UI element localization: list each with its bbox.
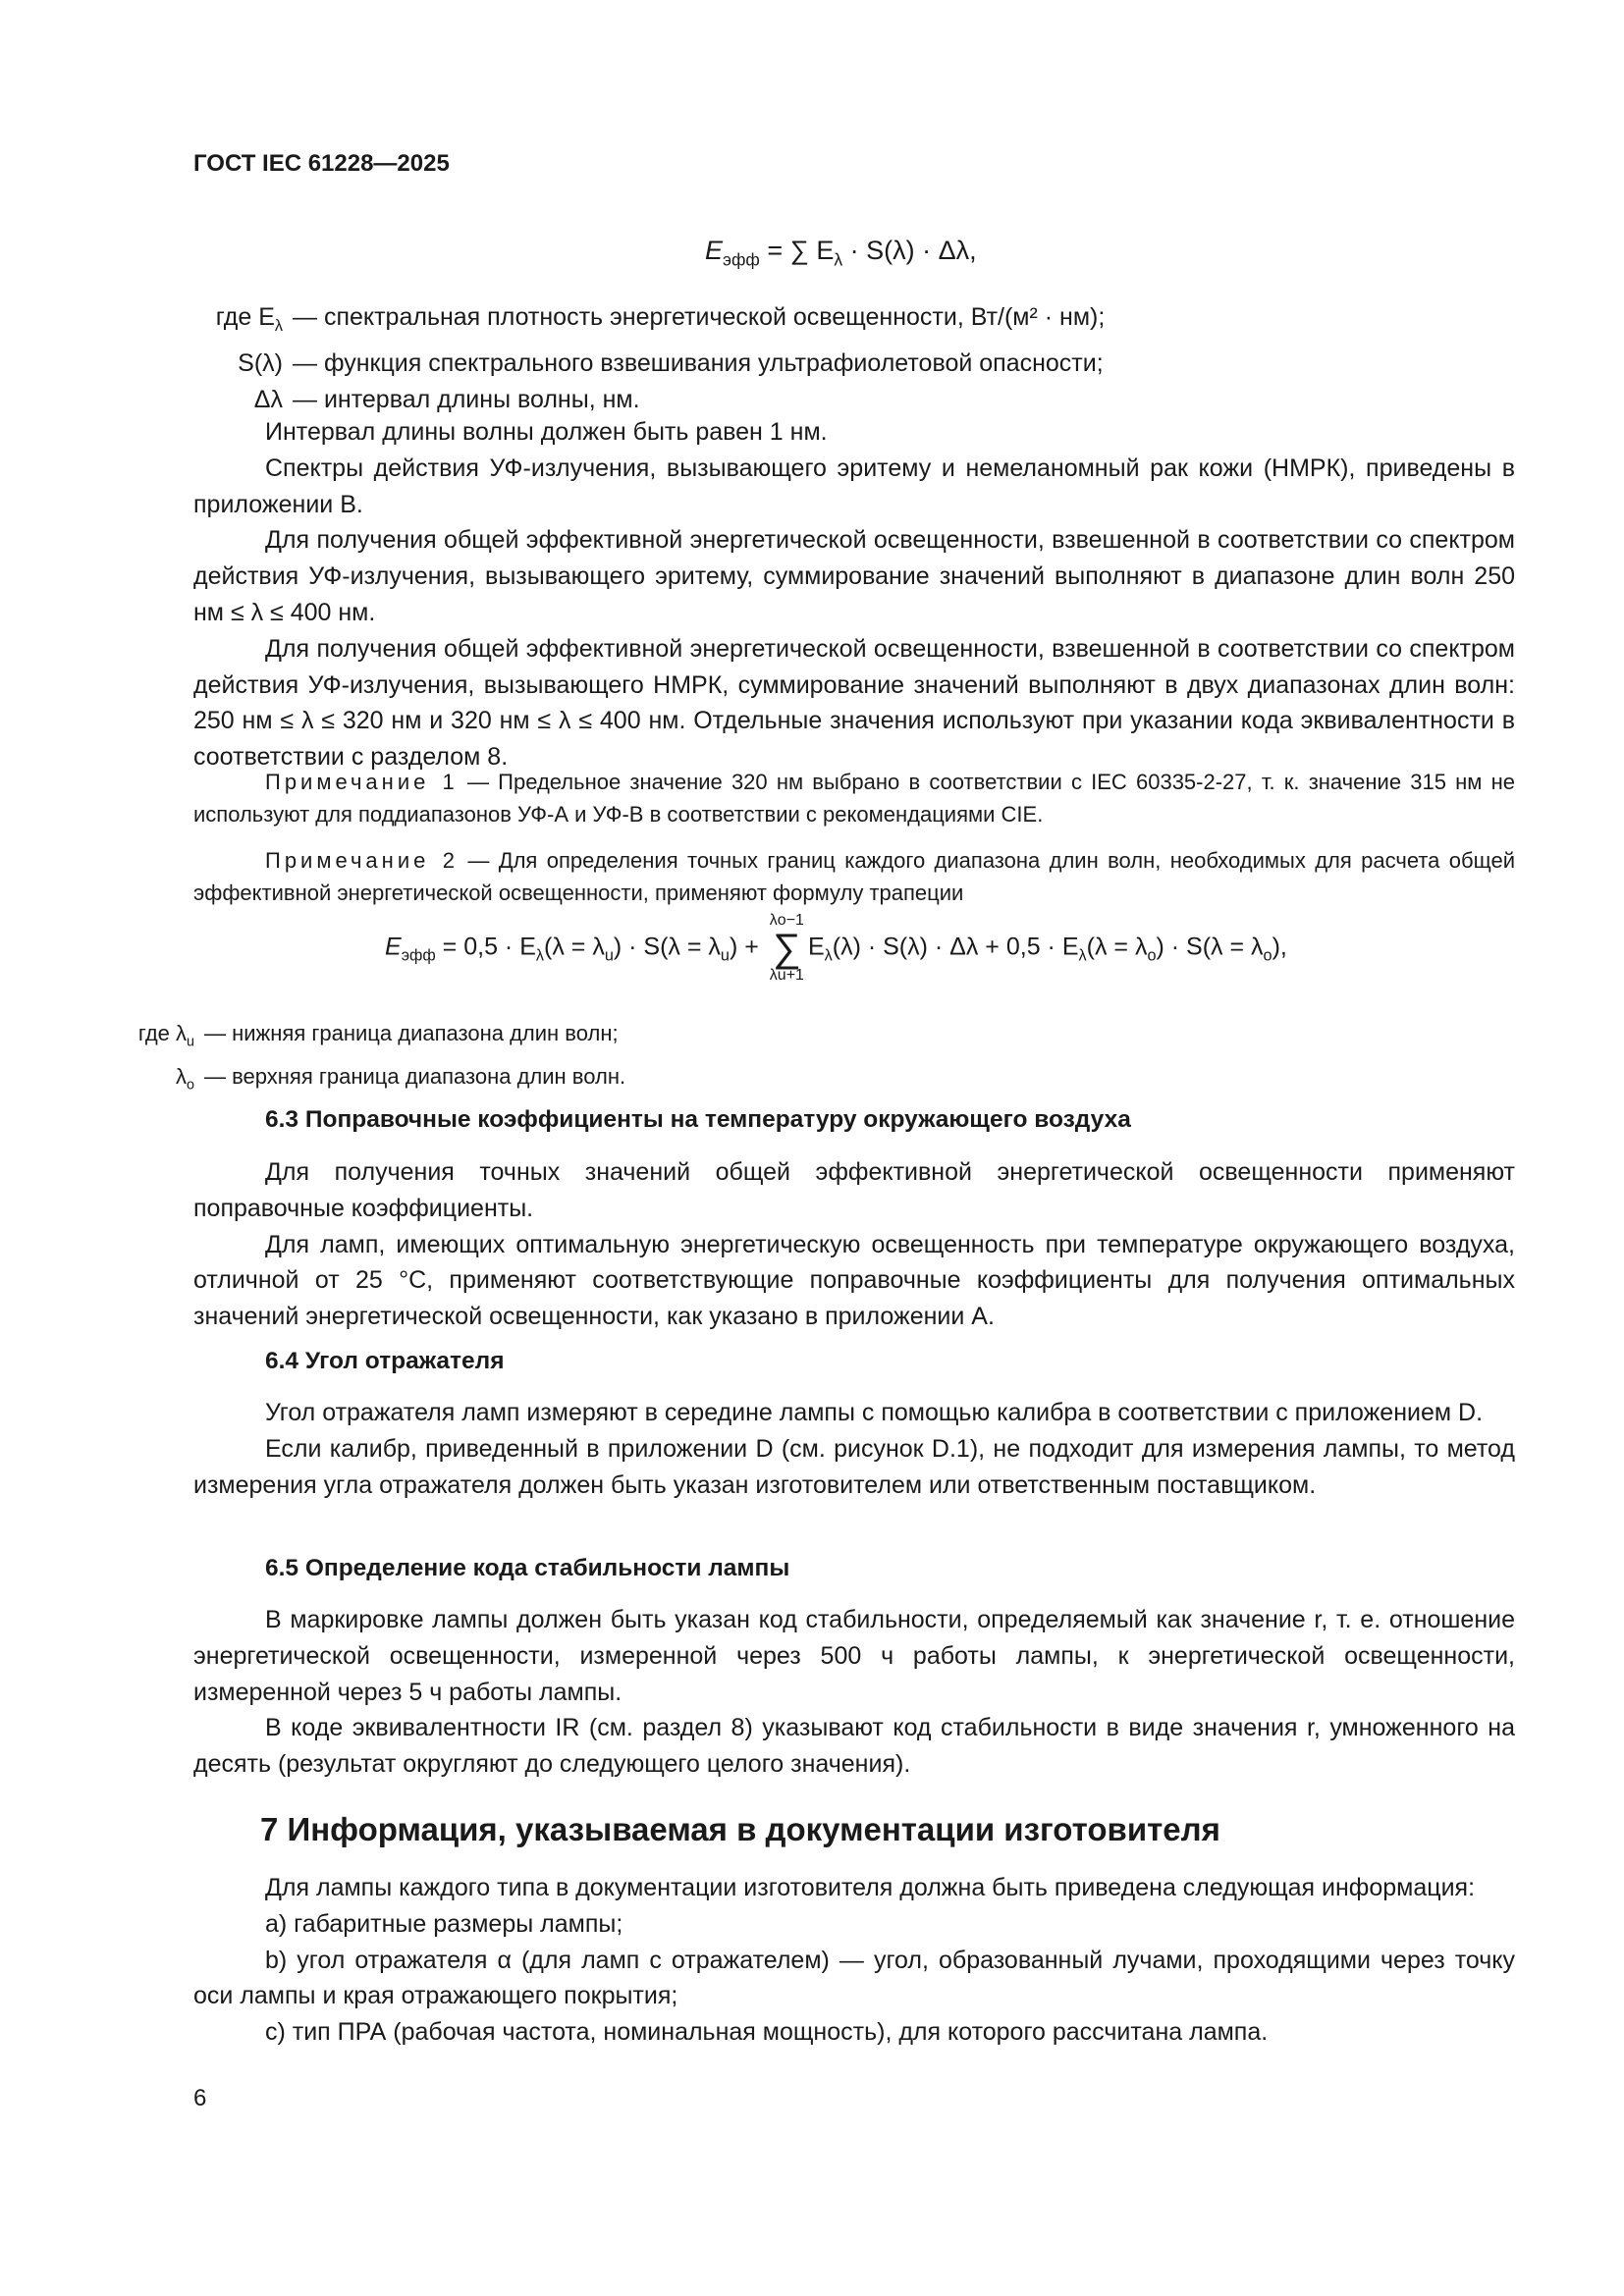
paragraph: Спектры действия УФ-излучения, вызывающего эритему и немеланомный рак кожи (НМРК), приведены в приложении В. [193,454,1515,518]
formula-trapezoid: $E_{эфф} = 0,5 \cdot E_\lambda(\lambda = \lambda_u) \cdot S(\lambda = \lambda_u)$ + λo−1 ∑ λu+1 $E_\lambda(\lambda) \cdot S(\lambda) \cdot \Delta\lambda + 0,5 \cdot E_\lambda(\lambda = \lambda_o) \cdot S(\lambda = \lambda_o)$, [385,912,1287,984]
note-text: — Для определения точных границ каждого диапазона длин волн, необходимых для расчета общей эффективной энергетической освещенности, применяют формулу трапеции [193,848,1516,905]
where-item: где $\lambda_u$ — нижняя граница диапазона длин волн; [116,1016,1437,1059]
definition: — функция спектрального взвешивания ультрафиолетовой опасности; [293,348,1104,377]
section-7-body [193,1870,1515,2051]
definition: — интервал длины волны, нм. [293,386,640,413]
symbol: где $E_\lambda$ [215,303,283,335]
where-list-1 [157,299,1479,419]
section-heading-7: 7 Информация, указываемая в документации изготовителя [260,1811,1220,1847]
paragraph: Для получения точных значений общей эффективной энергетической освещенности применяют поправочные коэффициенты. [193,1158,1515,1222]
formula-sub: λ [834,249,843,270]
symbol: S(λ) [238,348,283,377]
where-item [157,382,1479,419]
paragraph: В маркировке лампы должен быть указан код стабильности, определяемый как значение r, т. е. отношение энергетической освещенности, измеренной через 500 ч работы лампы, к энергетической освещенности, измеренной через 5 ч работы лампы. [193,1606,1515,1706]
note-label: Примечание 1 [265,770,459,794]
paragraph: Для ламп, имеющих оптимальную энергетическую освещенность при температуре окружающего воздуха, отличной от 25 °С, применяют соответствующие поправочные коэффициенты для получения оптимальных значений энергетической освещенности, как указано в приложении А. [193,1230,1515,1331]
formula-sub: эфф [723,249,760,270]
where-list-2 [116,1016,1437,1103]
section-heading-6-5: 6.5 Определение кода стабильности лампы [265,1555,790,1581]
where-item: $\lambda_o$ — верхняя граница диапазона длин волн. [116,1059,1437,1102]
section-heading-6-3: 6.3 Поправочные коэффициенты на температуру окружающего воздуха [265,1106,1131,1133]
definition: — верхняя граница диапазона длин волн. [204,1064,626,1090]
where-item [157,346,1479,383]
formula-term: E [705,236,724,265]
paragraph: Для лампы каждого типа в документации изготовителя должна быть приведена следующая информация: [265,1874,1476,1901]
note-text: — Предельное значение 320 нм выбрано в соответствии с IEC 60335-2-27, т. к. значение 315 нм не используют для поддиапазонов УФ-А и УФ-В в соответствии с рекомендациями CIE. [193,770,1515,827]
definition: — нижняя граница диапазона длин волн; [204,1021,619,1045]
where-item [157,299,1479,346]
definition: — спектральная плотность энергетической освещенности, Вт/(м² · нм); [293,303,1106,331]
note-1 [193,766,1515,830]
paragraph: Интервал длины волны должен быть равен 1 нм. [265,418,828,446]
note-label: Примечание 2 [265,848,459,873]
paragraph: Для получения общей эффективной энергетической освещенности, взвешенной в соответствии со спектром действия УФ-излучения, вызывающего эритему, суммирование значений выполняют в диапазоне длин волн 250 нм ≤ λ ≤ 400 нм. [193,526,1515,626]
formula-term: · S(λ) · Δλ, [849,236,977,265]
paragraph: В коде эквивалентности IR (см. раздел 8) указывают код стабильности в виде значения r, умноженного на десять (результат округляют до следующего целого значения). [193,1714,1515,1779]
symbol: Δλ [253,386,283,413]
body-paragraphs-1 [193,414,1515,775]
paragraph: Для получения общей эффективной энергетической освещенности, взвешенной в соответствии со спектром действия УФ-излучения, вызывающего НМРК, суммирование значений выполняют в двух диапазонах длин волн: 250 нм ≤ λ ≤ 320 нм и 320 нм ≤ λ ≤ 400 нм. Отдельные значения используют при указании кода эквивалентности в соответствии с разделом 8. [193,634,1515,772]
section-6-3-body [193,1154,1515,1335]
list-item: a) габаритные размеры лампы; [265,1909,623,1938]
paragraph: Если калибр, приведенный в приложении D (см. рисунок D.1), не подходит для измерения лампы, то метод измерения угла отражателя должен быть указан изготовителем или ответственным поставщиком. [193,1434,1515,1499]
section-heading-6-4: 6.4 Угол отражателя [265,1348,505,1374]
section-6-5-body [193,1602,1515,1783]
sum-operator: λo−1 ∑ λu+1 [769,912,804,984]
document-header: ГОСТ IEC 61228—2025 [193,150,450,177]
list-item: c) тип ПРА (рабочая частота, номинальная мощность), для которого рассчитана лампа. [265,2018,1269,2047]
formula-effective-irradiance [705,236,977,270]
formula-term: = ∑ E [767,236,835,265]
paragraph: Угол отражателя ламп измеряют в середине лампы с помощью калибра в соответствии с приложением D. [265,1399,1484,1426]
note-2 [193,844,1515,909]
page-number: 6 [193,2085,207,2111]
section-6-4-body [193,1395,1515,1503]
list-item: b) угол отражателя α (для ламп с отражателем) — угол, образованный лучами, проходящими через точку оси лампы и края отражающего покрытия; [193,1946,1515,2010]
